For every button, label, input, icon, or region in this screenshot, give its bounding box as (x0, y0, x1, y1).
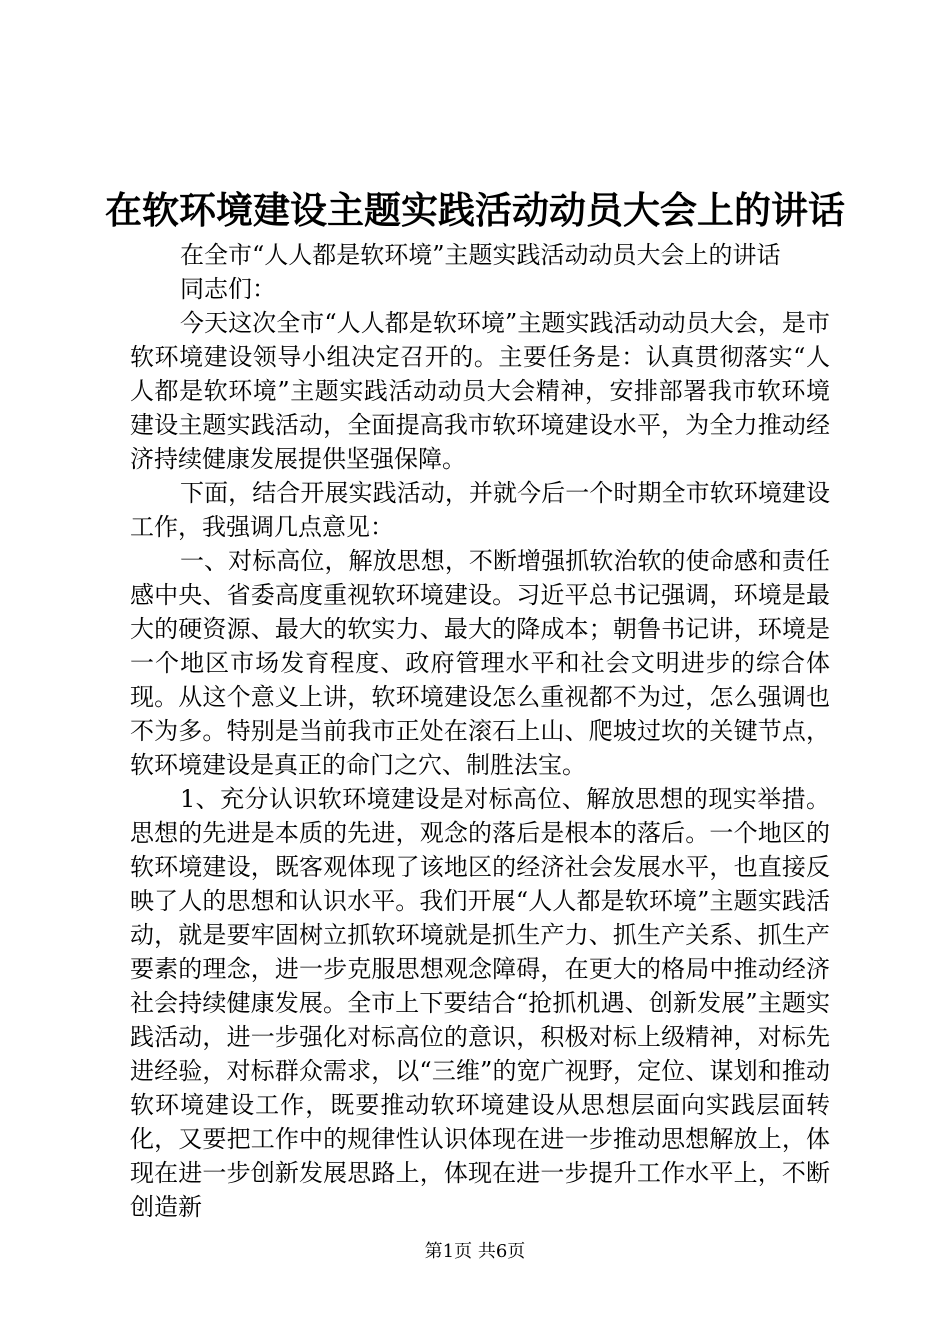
document-title: 在软环境建设主题实践活动动员大会上的讲话 (105, 188, 845, 232)
body-paragraph: 下面，结合开展实践活动，并就今后一个时期全市软环境建设工作，我强调几点意见： (130, 479, 830, 541)
document-body (130, 238, 830, 1224)
body-paragraph: 今天这次全市“人人都是软环境”主题实践活动动员大会，是市软环境建设领导小组决定召开的。主要任务是：认真贯彻落实“人人都是软环境”主题实践活动动员大会精神，安排部署我市软环境建设主题实践活动，全面提高我市软环境建设水平，为全力推动经济持续健康发展提供坚强保障。 (130, 309, 830, 473)
body-paragraph: 1、充分认识软环境建设是对标高位、解放思想的现实举措。思想的先进是本质的先进，观念的落后是根本的落后。一个地区的软环境建设，既客观体现了该地区的经济社会发展水平，也直接反映了人的思想和认识水平。我们开展“人人都是软环境”主题实践活动，就是要牢固树立抓软环境就是抓生产力、抓生产关系、抓生产要素的理念，进一步克服思想观念障碍，在更大的格局中推动经济社会持续健康发展。全市上下要结合“抢抓机遇、创新发展”主题实践活动，进一步强化对标高位的意识，积极对标上级精神，对标先进经验，对标群众需求，以“三维”的宽广视野，定位、谋划和推动软环境建设工作，既要推动软环境建设从思想层面向实践层面转化，又要把工作中的规律性认识体现在进一步推动思想解放上，体现在进一步创新发展思路上，体现在进一步提升工作水平上，不断创造新 (130, 785, 830, 1221)
speech-subtitle: 在全市“人人都是软环境”主题实践活动动员大会上的讲话 (180, 241, 781, 269)
salutation: 同志们： (180, 275, 276, 303)
page-number-footer: 第1页 共6页 (424, 1241, 526, 1262)
body-paragraph: 一、对标高位，解放思想，不断增强抓软治软的使命感和责任感中央、省委高度重视软环境建设。习近平总书记强调，环境是最大的硬资源、最大的软实力、最大的降成本；朝鲁书记讲，环境是一个地区市场发育程度、政府管理水平和社会文明进步的综合体现。从这个意义上讲，软环境建设怎么重视都不为过，怎么强调也不为多。特别是当前我市正处在滚石上山、爬坡过坎的关键节点，软环境建设是真正的命门之穴、制胜法宝。 (130, 547, 830, 779)
